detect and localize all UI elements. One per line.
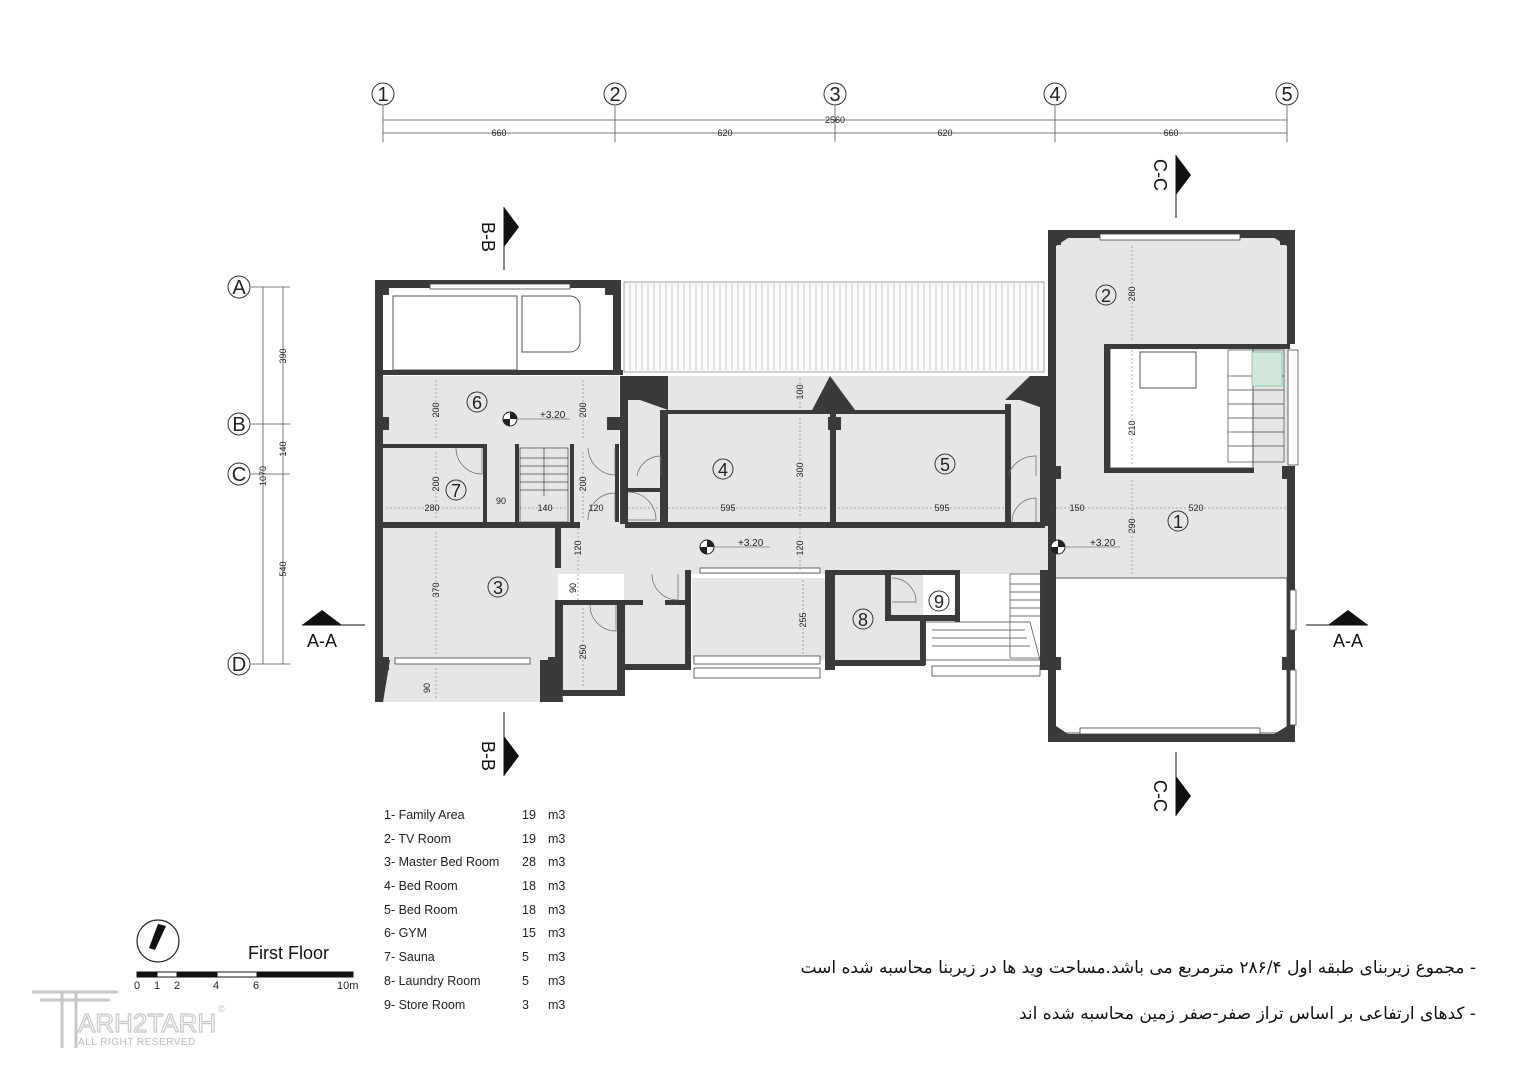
schedule-unit: m3 [548,855,566,870]
dim-family-width: 520 [1188,503,1204,513]
schedule-unit: m3 [548,997,566,1012]
left-grid-axes [251,287,290,664]
room-tag-4: 4 [717,460,729,480]
schedule-name: 1- Family Area [384,808,465,822]
grid-label-3: 3 [829,84,841,106]
room-tag-5: 5 [939,455,951,475]
schedule-name: 5- Bed Room [384,902,458,917]
svg-text:ARH2TARH: ARH2TARH [78,1008,217,1038]
section-marker-bb-bottom [478,712,519,776]
schedule-value: 3 [522,997,529,1012]
schedule-row [384,998,565,1022]
dim-closet-height: 250 [578,644,588,660]
section-label-cc-top: C-C [1150,159,1170,191]
section-marker-aa-left [302,610,365,651]
note-area: - مجموع زیربنای طبقه اول ۲۸۶/۴ مترمربع می باشد.مساحت وید ها در زیربنا محاسبه شده است [800,958,1476,978]
section-marker-aa-right [1306,610,1368,651]
grid-label-a: A [232,277,246,299]
top-total-dimension: 2560 [824,115,846,125]
dim-gym-right: 200 [578,402,588,418]
schedule-value: 19 [522,831,536,846]
schedule-unit: m3 [548,879,566,894]
schedule-value: 19 [522,808,536,822]
schedule-unit: m3 [548,926,566,941]
schedule-row [384,808,565,832]
scale-label-10m: 10m [337,980,359,992]
dim-shower-width: 90 [495,496,507,506]
dim-family-left: 150 [1069,503,1085,513]
dim-bath-height: 255 [798,612,808,628]
section-label-cc-bottom: C-C [1150,780,1170,812]
dim-passage-depth: 90 [568,582,578,594]
schedule-unit: m3 [548,808,566,822]
section-label-aa-right: A-A [1332,631,1364,651]
top-grid-bubbles [372,83,1298,106]
schedule-value: 18 [522,879,536,894]
section-label-bb-bottom: B-B [478,740,498,772]
left-grid-bubbles [228,276,250,676]
schedule-unit: m3 [548,950,566,965]
schedule-row [384,855,565,879]
dim-tv-height: 280 [1127,286,1137,302]
top-dim-3: 620 [937,128,953,138]
room-tag-7: 7 [450,481,462,501]
schedule-name: 7- Sauna [384,950,435,965]
top-dim-1: 660 [491,128,507,138]
schedule-value: 5 [522,950,529,965]
dim-bed5-width: 595 [934,503,950,513]
scale-label-2: 2 [174,980,181,992]
room-tag-2: 2 [1100,286,1112,306]
drawing-title: First Floor [248,943,329,963]
schedule-value: 5 [522,973,529,988]
level-text-family: +3.20 [1090,538,1116,549]
left-total-dimension: 1070 [258,465,268,487]
dim-sauna-height: 200 [431,476,441,492]
top-dim-4: 660 [1163,128,1179,138]
left-dim-2: 140 [278,441,288,457]
logo-subtitle: ALL RIGHT RESERVED [78,1037,196,1048]
section-marker-cc-bottom [1150,752,1191,816]
schedule-value: 28 [522,855,536,870]
room-tag-1: 1 [1172,512,1184,532]
schedule-name: 4- Bed Room [384,879,458,894]
dim-hall-width: 120 [588,503,604,513]
schedule-value: 18 [522,902,536,917]
svg-text:©: © [218,1004,225,1014]
left-dim-1: 390 [278,348,288,364]
room-tag-8: 8 [857,610,869,630]
dim-master-height: 370 [431,582,441,598]
scale-label-0: 0 [134,980,141,992]
north-arrow-icon [137,920,179,962]
scale-bar [137,972,353,977]
dim-family-height: 290 [1127,518,1137,534]
dim-stair-height: 200 [578,476,588,492]
room-tag-6: 6 [471,393,483,413]
dim-bed-height: 300 [795,462,805,478]
grid-label-2: 2 [609,84,621,106]
level-text-corridor: +3.20 [738,538,764,549]
grid-label-1: 1 [377,84,389,106]
schedule-unit: m3 [548,973,566,988]
schedule-name: 8- Laundry Room [384,973,481,988]
dim-void-height: 210 [1127,420,1137,436]
dim-balcony-depth: 100 [795,384,805,400]
grid-label-c: C [231,464,247,486]
grid-label-4: 4 [1049,84,1061,106]
schedule-row [384,974,565,998]
dim-sauna-width: 280 [424,503,440,513]
dim-bed4-width: 595 [720,503,736,513]
schedule-row [384,950,565,974]
room-tag-9: 9 [933,592,945,612]
schedule-unit: m3 [548,831,566,846]
dim-corridor-left: 120 [573,540,583,556]
elevator-shaft [1252,352,1282,386]
top-dim-2: 620 [717,128,733,138]
scale-label-6: 6 [253,980,260,992]
left-dim-3: 540 [278,561,288,577]
room-tag-3: 3 [492,578,504,598]
schedule-row [384,832,565,856]
note-levels: - کدهای ارتفاعی بر اساس تراز صفر-صفر زمین محاسبه شده اند [1019,1004,1476,1024]
section-label-bb-top: B-B [478,221,498,253]
grid-label-5: 5 [1281,84,1293,106]
schedule-name: 3- Master Bed Room [384,855,500,870]
schedule-name: 9- Store Room [384,997,466,1012]
level-text-gym: +3.20 [540,410,566,421]
schedule-name: 6- GYM [384,926,428,941]
section-label-aa-left: A-A [306,631,338,651]
grid-label-b: B [232,414,246,436]
grid-label-d: D [231,654,247,676]
dim-balcony-master: 90 [422,682,432,694]
scale-label-1: 1 [154,980,161,992]
room-schedule [384,808,565,1021]
dim-stair-width: 140 [537,503,553,513]
section-marker-cc-top [1150,155,1191,218]
section-marker-bb-top [478,207,519,270]
schedule-value: 15 [522,926,536,941]
dim-corridor-center: 120 [795,540,805,556]
schedule-row [384,879,565,903]
scale-label-4: 4 [213,980,220,992]
schedule-row [384,926,565,950]
schedule-name: 2- TV Room [384,831,452,846]
schedule-unit: m3 [548,902,566,917]
schedule-row [384,903,565,927]
dim-gym-left: 200 [431,402,441,418]
